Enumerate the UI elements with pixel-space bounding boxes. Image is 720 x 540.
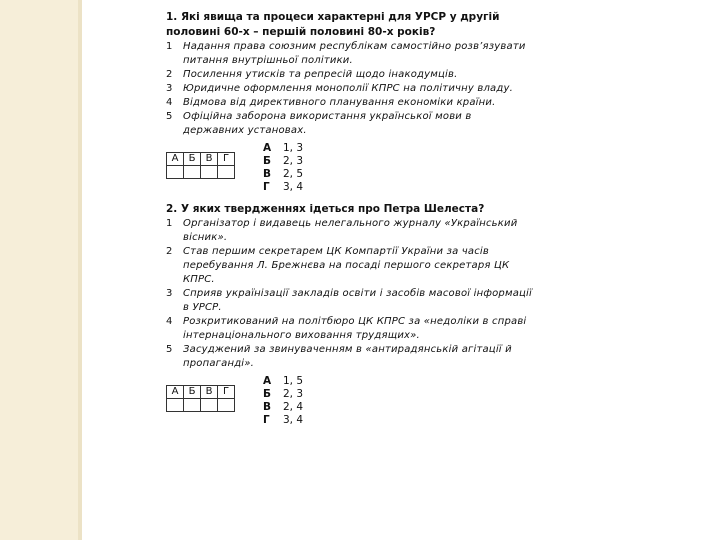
option-number: 2 [166,246,173,257]
answer-value: 3, 4 [283,414,304,426]
answer-key-v [263,401,303,414]
answer-key-v [263,168,303,181]
grid-cell-a[interactable] [167,399,184,412]
grid-header-b: Б [184,386,201,399]
question-1-option-3 [166,82,536,96]
answer-value: 2, 4 [283,401,304,413]
grid-header-a: А [167,153,184,166]
decorative-side-band [0,0,78,540]
answer-value: 1, 3 [283,142,304,154]
grid-cell-g[interactable] [218,166,235,179]
question-1-answer-key [263,142,303,194]
question-1-title: 1. Які явища та процеси характерні для УРСР у другій половині 60-х – першій половині 80-х років? [166,11,500,38]
answer-value: 2, 3 [283,155,304,167]
question-1-answer-area [166,142,536,194]
answer-letter: А [263,142,272,154]
answer-letter: Б [263,155,272,167]
question-2-title: 2. У яких твердженнях ідеться про Петра Шелеста? [166,203,485,215]
answer-letter: Г [263,414,270,426]
question-1-option-5 [166,110,536,138]
question-1-option-2 [166,68,536,82]
grid-header-g: Г [218,386,235,399]
grid-cell-b[interactable] [184,399,201,412]
question-2-option-5 [166,343,536,371]
grid-header-v: В [201,153,218,166]
question-1-option-1 [166,40,536,68]
option-text: Офіційна заборона використання української мови в державних установах. [183,111,472,136]
option-number: 2 [166,69,173,80]
option-number: 4 [166,316,173,327]
answer-letter: В [263,401,272,413]
question-2-option-1 [166,217,536,245]
question-2-answer-key [263,375,303,427]
question-2 [166,202,536,427]
option-number: 1 [166,41,173,52]
answer-value: 2, 3 [283,388,304,400]
option-text: Надання права союзним республікам самостійно розв’язувати питання внутрішньої політики. [183,41,526,66]
question-2-option-4 [166,315,536,343]
grid-cell-v[interactable] [201,166,218,179]
option-number: 5 [166,111,173,122]
option-number: 1 [166,218,173,229]
grid-cell-a[interactable] [167,166,184,179]
question-1-option-4 [166,96,536,110]
question-1-answer-grid [166,152,235,179]
answer-key-a [263,375,303,388]
decorative-side-line [78,0,82,540]
grid-cell-v[interactable] [201,399,218,412]
question-2-option-3 [166,287,536,315]
option-number: 5 [166,344,173,355]
option-number: 3 [166,288,173,299]
grid-header-b: Б [184,153,201,166]
answer-letter: Г [263,181,270,193]
grid-header-g: Г [218,153,235,166]
answer-key-g [263,181,303,194]
option-number: 3 [166,83,173,94]
question-1 [166,10,536,194]
grid-header-a: А [167,386,184,399]
question-2-option-2 [166,245,536,287]
answer-key-g [263,414,303,427]
answer-letter: А [263,375,272,387]
answer-key-b [263,155,303,168]
grid-cell-b[interactable] [184,166,201,179]
answer-value: 2, 5 [283,168,304,180]
option-text: Став першим секретарем ЦК Компартії України за часів перебування Л. Брежнєва на посаді першого секретаря ЦК КПРС. [183,246,510,285]
question-2-answer-grid [166,385,235,412]
answer-key-a [263,142,303,155]
option-text: Розкритикований на політбюро ЦК КПРС за «недоліки в справі інтернаціонального виховання трудящих». [183,316,527,341]
answer-letter: В [263,168,272,180]
option-text: Юридичне оформлення монополії КПРС на політичну владу. [183,83,513,94]
option-text: Сприяв українізації закладів освіти і засобів масової інформації в УРСР. [183,288,532,313]
grid-cell-g[interactable] [218,399,235,412]
test-document [166,10,536,427]
option-text: Посилення утисків та репресій щодо інакодумців. [183,69,458,80]
answer-letter: Б [263,388,272,400]
question-2-answer-area [166,375,536,427]
option-number: 4 [166,97,173,108]
grid-header-v: В [201,386,218,399]
answer-key-b [263,388,303,401]
option-text: Засуджений за звинуваченням в «антирадянській агітації й пропаганді». [183,344,512,369]
option-text: Відмова від директивного планування економіки країни. [183,97,496,108]
answer-value: 1, 5 [283,375,304,387]
option-text: Організатор і видавець нелегального журналу «Український вісник». [183,218,518,243]
answer-value: 3, 4 [283,181,304,193]
